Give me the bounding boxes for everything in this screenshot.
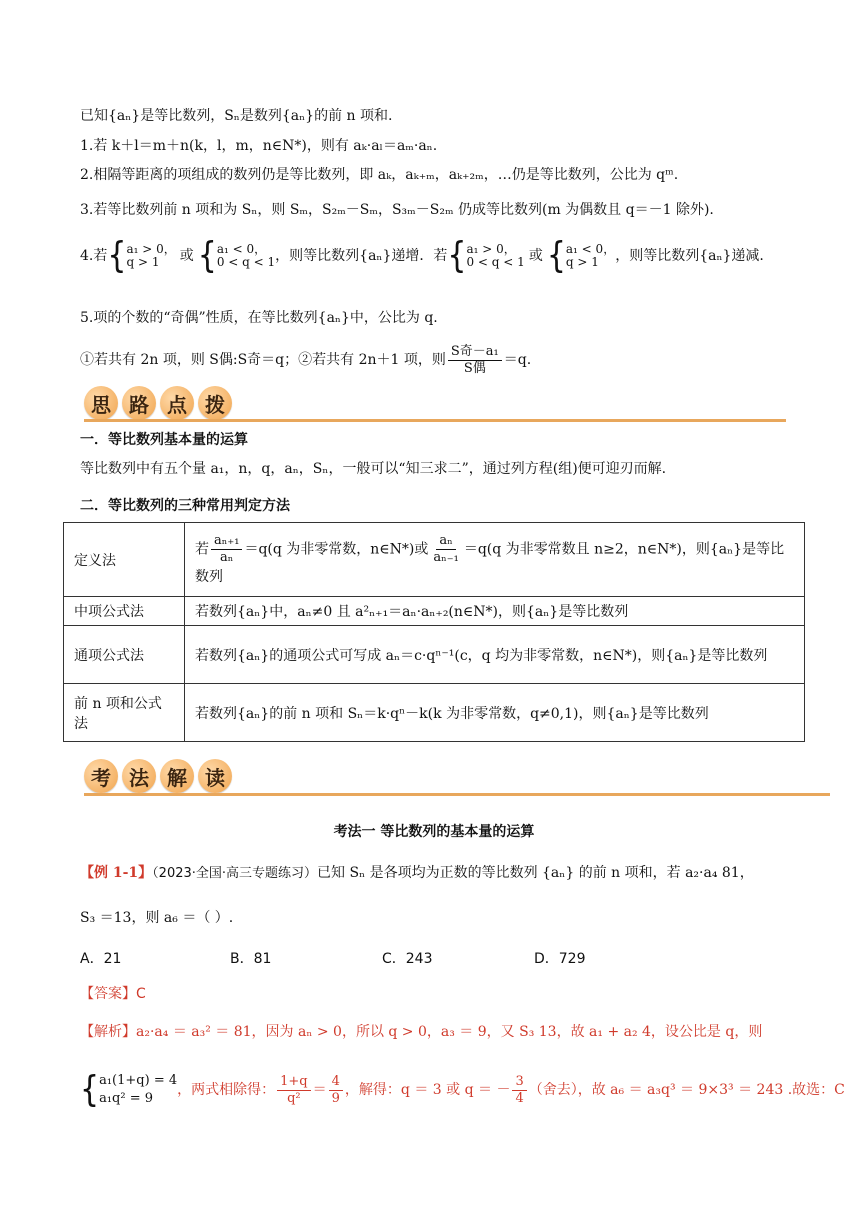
frac1-den: q² [287, 1090, 301, 1106]
p4-c2a: a₁ < 0， [216, 242, 267, 256]
table-row [64, 684, 805, 742]
example-text-1: 已知 Sₙ 是各项均为正数的等比数列 {aₙ} 的前 n 项和，若 a₂·a₄ 81， [317, 865, 754, 881]
property-5-detail [80, 342, 531, 378]
table-value: 若数列{aₙ}的前 n 项和 Sₙ＝k·qⁿ－k(k 为非零常数，q≠0,1)，则{aₙ}是等比数列 [185, 684, 805, 742]
p4-case-1: { a₁ > 0， q > 1 [107, 234, 176, 277]
sys-eq-1: a₁(1+q) = 4 [99, 1073, 178, 1088]
section1-heading: 一．等比数列基本量的运算 [80, 432, 248, 448]
p4-c1a: a₁ > 0， [126, 242, 176, 256]
frac1-num: 1+q [277, 1074, 311, 1091]
def-c: ＝q(q 为非零常数且 n≥2，n∈N*)，则{aₙ}是等比数列 [195, 541, 785, 585]
banner2-char-4: 读 [198, 759, 232, 793]
p5-fraction [448, 344, 502, 377]
section1-body: 等比数列中有五个量 a₁，n，q，aₙ，Sₙ，一般可以“知三求二”，通过列方程(组)便可迎刃而解. [80, 461, 667, 477]
analysis-text-1: a₂·a₄ ＝ a₃² ＝ 81，因为 aₙ > 0，所以 q > 0，a₃ ＝ 9，又 S₃ 13，故 a₁ + a₂ 4，设公比是 q，则 [136, 1024, 763, 1040]
def-f1-den: aₙ [220, 550, 234, 565]
def-f2-num: aₙ [436, 533, 455, 550]
def-frac-1 [211, 533, 242, 566]
analysis-t3: （舍去），故 a₆ ＝ a₃q³ ＝ 9×3³ ＝ 243 .故选：C [528, 1082, 845, 1098]
analysis-line-1 [80, 1022, 762, 1042]
table-key: 定义法 [64, 523, 185, 597]
banner1-char-3: 点 [160, 386, 194, 420]
p4-c3a: a₁ > 0， [466, 242, 516, 256]
property-2: 2.相隔等距离的项组成的数列仍是等比数列，即 aₖ，aₖ₊ₘ，aₖ₊₂ₘ，…仍是等比数列，公比为 qᵐ. [80, 167, 679, 183]
table-key: 通项公式法 [64, 626, 185, 684]
analysis-frac-3 [512, 1074, 526, 1107]
p4-or-2: 或 [528, 248, 543, 264]
table-key: 中项公式法 [64, 597, 185, 626]
p5-tail: ＝q. [503, 352, 532, 368]
p4-case-3: { a₁ > 0， 0 < q < 1 [447, 234, 525, 277]
example-source: （2023·全国·高三专题练习） [152, 866, 318, 881]
p4-c1b: q > 1 [126, 255, 160, 269]
p4-c3b: 0 < q < 1 [466, 255, 525, 269]
example-line-2: S₃ ＝13，则 a₆ ＝（ ）. [80, 910, 234, 926]
banner-silu-dianbo [84, 384, 236, 422]
p4-or-1: 或 [179, 248, 194, 264]
intro-text: 已知{aₙ}是等比数列，Sₙ是数列{aₙ}的前 n 项和. [80, 108, 393, 124]
frac3-num: 3 [512, 1074, 526, 1091]
banner1-char-2: 路 [122, 386, 156, 420]
analysis-eq: ＝ [312, 1082, 327, 1098]
method-title: 考法一 等比数列的基本量的运算 [333, 824, 535, 840]
banner2-rule [84, 793, 830, 796]
p5-frac-den: S偶 [463, 360, 486, 376]
p4-c4a: a₁ < 0， [565, 242, 616, 256]
table-value: 若数列{aₙ}中，aₙ≠0 且 a²ₙ₊₁＝aₙ·aₙ₊₂(n∈N*)，则{aₙ}是等比数列 [185, 597, 805, 626]
section2-heading: 二．等比数列的三种常用判定方法 [80, 498, 290, 514]
p4-case-2: { a₁ < 0， 0 < q < 1 [197, 234, 276, 277]
p4-c2b: 0 < q < 1 [216, 255, 276, 269]
answer-value: C [136, 986, 146, 1002]
def-f2-den: aₙ₋₁ [433, 550, 459, 565]
analysis-line-2 [80, 1068, 845, 1112]
banner1-char-4: 拨 [198, 386, 232, 420]
option-b: B．81 [230, 951, 272, 967]
banner2-char-3: 解 [160, 759, 194, 793]
analysis-t2: ，解得：q ＝ 3 或 q ＝ － [344, 1082, 511, 1098]
frac3-den: 4 [515, 1090, 524, 1106]
banner-kaofa-jiedu [84, 757, 236, 795]
answer-tag: 【答案】 [80, 986, 136, 1002]
frac2-den: 9 [331, 1090, 340, 1106]
property-5: 5.项的个数的“奇偶”性质，在等比数列{aₙ}中，公比为 q. [80, 310, 438, 326]
sys-eq-2: a₁q² = 9 [99, 1091, 154, 1106]
p5-part1: ①若共有 2n 项，则 S偶:S奇＝q；②若共有 2n＋1 项，则 [80, 352, 446, 368]
option-a: A．21 [80, 951, 122, 967]
banner1-char-1: 思 [84, 386, 118, 420]
example-tag: 【例 1-1】 [80, 865, 153, 881]
def-a: 若 [195, 541, 209, 558]
analysis-frac-2 [329, 1074, 343, 1107]
method-table [63, 522, 805, 742]
table-value [185, 523, 805, 597]
p4-c4b: q > 1 [565, 255, 599, 269]
property-3: 3.若等比数列前 n 项和为 Sₙ，则 Sₘ，S₂ₘ－Sₘ，S₃ₘ－S₂ₘ 仍成等比数列(m 为偶数且 q＝－1 除外). [80, 202, 714, 218]
def-b: ＝q(q 为非零常数，n∈N*)或 [244, 541, 429, 558]
table-row [64, 626, 805, 684]
p5-frac-num: S奇－a₁ [448, 344, 502, 361]
p4-case-4: { a₁ < 0， q > 1 [546, 234, 616, 277]
table-key: 前 n 项和公式法 [64, 684, 185, 742]
banner2-char-1: 考 [84, 759, 118, 793]
table-row [64, 597, 805, 626]
table-row [64, 523, 805, 597]
p4-suffix: ，则等比数列{aₙ}递减. [615, 248, 764, 264]
p4-mid: ，则等比数列{aₙ}递增．若 [275, 248, 448, 264]
banner1-rule [84, 419, 786, 422]
property-1: 1.若 k＋l＝m＋n(k，l，m，n∈N*)，则有 aₖ·aₗ＝aₘ·aₙ. [80, 138, 438, 154]
frac2-num: 4 [329, 1074, 343, 1091]
def-frac-2 [430, 533, 461, 566]
def-f1-num: aₙ₊₁ [211, 533, 242, 550]
answer-line [80, 984, 146, 1004]
example-line-1 [80, 863, 754, 884]
option-c: C．243 [382, 951, 433, 967]
banner2-char-2: 法 [122, 759, 156, 793]
analysis-tag: 【解析】 [80, 1024, 136, 1040]
option-d: D．729 [534, 951, 586, 967]
analysis-system: { a₁(1+q) = 4 a₁q² = 9 [80, 1068, 178, 1111]
analysis-t1: ，两式相除得： [177, 1082, 276, 1098]
analysis-frac-1 [277, 1074, 311, 1107]
property-4 [80, 236, 764, 276]
table-value: 若数列{aₙ}的通项公式可写成 aₙ＝c·qⁿ⁻¹(c，q 均为非零常数，n∈N*)，则{aₙ}是等比数列 [185, 626, 805, 684]
p4-prefix: 4.若 [80, 248, 108, 264]
